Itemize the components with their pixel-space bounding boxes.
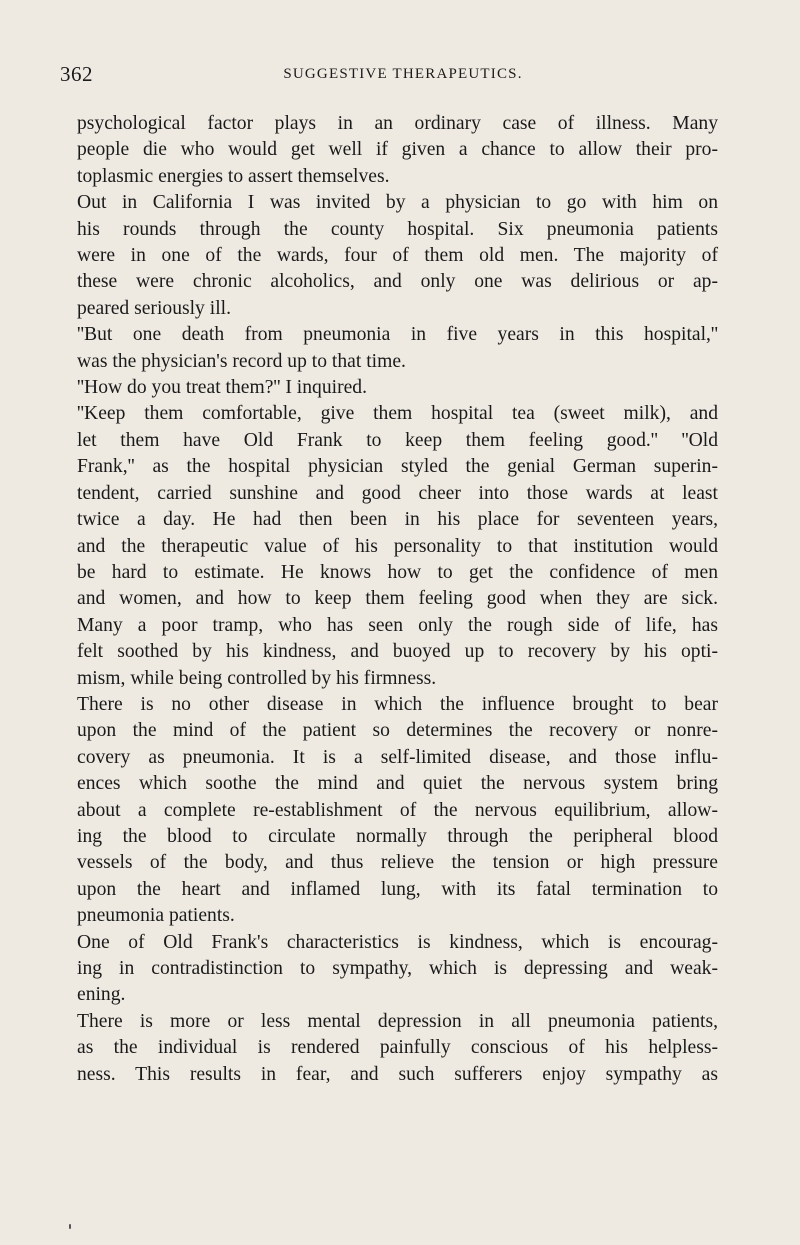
text-line: let them have Old Frank to keep them feeling good.'' ''Old [77, 429, 718, 451]
body-text [77, 111, 718, 1088]
text-line: Many a poor tramp, who has seen only the rough side of life, has [77, 614, 718, 636]
text-line: ing in contradistinction to sympathy, which is depressing and weak- [77, 958, 718, 979]
text-line: upon the mind of the patient so determines the recovery or nonre- [77, 720, 718, 742]
text-line: felt soothed by his kindness, and buoyed up to recovery by his opti- [77, 641, 718, 663]
text-line: toplasmic energies to assert themselves. [77, 165, 390, 187]
text-line: ness. This results in fear, and such sufferers enjoy sympathy as [77, 1063, 718, 1085]
text-line: covery as pneumonia. It is a self-limited disease, and those influ- [77, 746, 718, 768]
text-line: vessels of the body, and thus relieve the tension or high pressure [77, 852, 718, 874]
text-line: as the individual is rendered painfully conscious of his helpless- [77, 1037, 718, 1059]
page-number: 362 [60, 62, 93, 86]
text-line: ''But one death from pneumonia in five years in this hospital,'' [77, 324, 718, 346]
text-line: be hard to estimate. He knows how to get the confidence of men [77, 561, 718, 583]
text-line: about a complete re-establishment of the nervous equilibrium, allow- [77, 799, 718, 821]
text-line: There is more or less mental depression in all pneumonia patients, [77, 1010, 718, 1032]
text-line: were in one of the wards, four of them old men. The majority of [77, 245, 718, 267]
running-title: SUGGESTIVE THERAPEUTICS. [283, 66, 523, 82]
text-line: peared seriously ill. [77, 297, 231, 319]
text-line: these were chronic alcoholics, and only one was delirious or ap- [77, 271, 718, 293]
text-line: One of Old Frank's characteristics is kindness, which is encourag- [77, 931, 718, 953]
text-line: ''How do you treat them?'' I inquired. [77, 377, 367, 399]
text-line: his rounds through the county hospital. Six pneumonia patients [77, 218, 718, 240]
text-line: and the therapeutic value of his personality to that institution would [77, 535, 718, 557]
text-line: people die who would get well if given a chance to allow their pro- [77, 139, 718, 161]
text-line: and women, and how to keep them feeling good when they are sick. [77, 588, 718, 610]
text-line: ences which soothe the mind and quiet the nervous system bring [77, 773, 718, 795]
text-line: pneumonia patients. [77, 905, 235, 927]
print-speck [69, 1224, 71, 1229]
text-line: There is no other disease in which the influence brought to bear [77, 693, 718, 715]
text-line: psychological factor plays in an ordinary case of illness. Many [77, 113, 718, 134]
text-line: ''Keep them comfortable, give them hospital tea (sweet milk), and [77, 403, 718, 425]
text-line: mism, while being controlled by his firmness. [77, 667, 437, 689]
text-line: was the physician's record up to that time. [77, 350, 406, 372]
text-line: Frank,'' as the hospital physician styled the genial German superin- [77, 456, 718, 478]
text-line: tendent, carried sunshine and good cheer into those wards at least [77, 482, 718, 504]
text-line: ing the blood to circulate normally through the peripheral blood [77, 825, 718, 847]
text-line: Out in California I was invited by a physician to go with him on [77, 192, 718, 214]
text-line: twice a day. He had then been in his place for seventeen years, [77, 509, 718, 531]
text-line: upon the heart and inflamed lung, with its fatal termination to [77, 878, 718, 900]
text-line: ening. [77, 984, 126, 1006]
